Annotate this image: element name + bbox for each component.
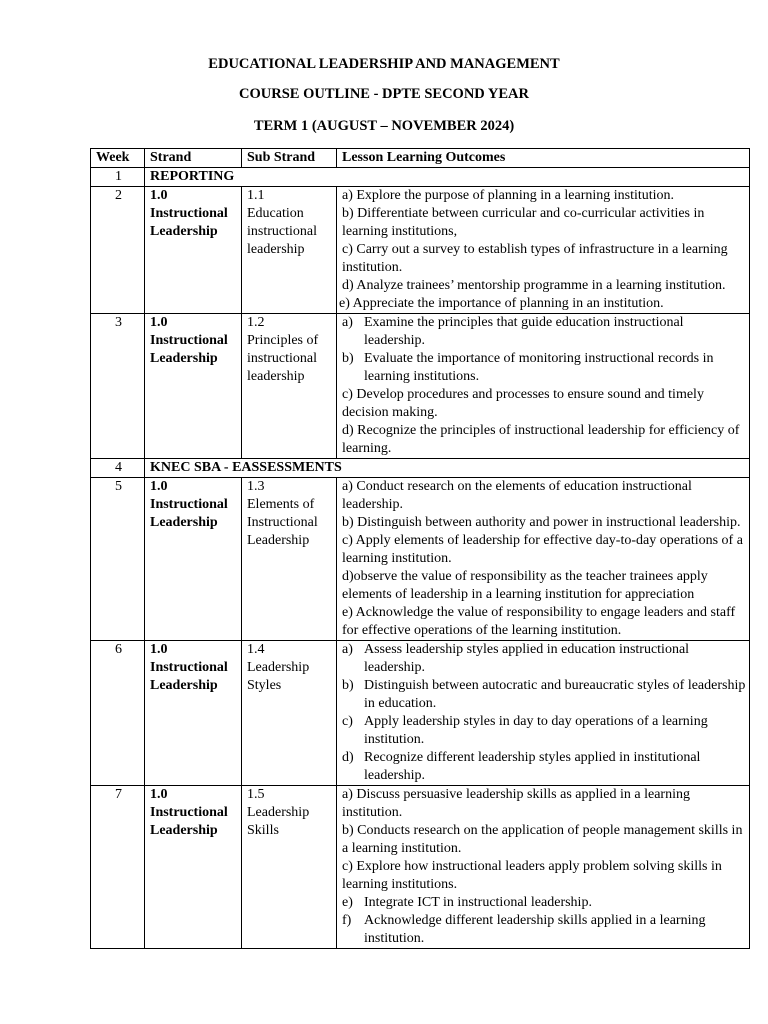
list-marker: f) bbox=[342, 913, 352, 928]
outcome-list-item bbox=[342, 350, 746, 386]
strand-line: Instructional bbox=[150, 497, 228, 512]
outcome-item: e) Acknowledge the value of responsibility to engage leaders and staff for effective operations of the learning institution. bbox=[342, 605, 736, 638]
sub-strand-cell bbox=[242, 314, 337, 459]
week-cell: 2 bbox=[91, 187, 145, 314]
outcome-item: a) Discuss persuasive leadership skills as applied in a learning institution. bbox=[342, 787, 690, 820]
strand-line: Leadership bbox=[150, 351, 218, 366]
outcome-item: d) Analyze trainees’ mentorship programme in a learning institution. bbox=[342, 278, 726, 293]
strand-number: 1.0 bbox=[150, 787, 168, 802]
list-marker: c) bbox=[342, 714, 353, 729]
outcome-item: c) Carry out a survey to establish types of infrastructure in a learning institution. bbox=[342, 242, 728, 275]
table-row-week-6 bbox=[91, 641, 750, 786]
sub-strand-line: leadership bbox=[247, 242, 305, 257]
outcome-item: d) Recognize the principles of instructional leadership for efficiency of learning. bbox=[342, 423, 740, 456]
outcome-text: Examine the principles that guide education instructional leadership. bbox=[364, 315, 684, 348]
list-marker: a) bbox=[342, 315, 353, 330]
week-cell: 6 bbox=[91, 641, 145, 786]
list-marker: b) bbox=[342, 351, 354, 366]
sub-strand-number: 1.3 bbox=[247, 479, 265, 494]
term-heading: TERM 1 (AUGUST – NOVEMBER 2024) bbox=[253, 118, 515, 134]
document-subtitle: COURSE OUTLINE - DPTE SECOND YEAR bbox=[239, 86, 529, 102]
strand-line: Instructional bbox=[150, 206, 228, 221]
table-row-week-4 bbox=[91, 459, 750, 478]
reporting-label: REPORTING bbox=[145, 168, 750, 187]
strand-number: 1.0 bbox=[150, 315, 168, 330]
strand-number: 1.0 bbox=[150, 479, 168, 494]
sub-strand-number: 1.1 bbox=[247, 188, 265, 203]
sub-strand-line: instructional bbox=[247, 351, 317, 366]
list-marker: b) bbox=[342, 678, 354, 693]
outcome-text: Apply leadership styles in day to day operations of a learning institution. bbox=[364, 714, 708, 747]
column-header-sub-strand: Sub Strand bbox=[242, 149, 337, 168]
outcome-item: e) Appreciate the importance of planning in an institution. bbox=[339, 296, 664, 311]
outcome-text: Acknowledge different leadership skills applied in a learning institution. bbox=[364, 913, 706, 946]
strand-line: Leadership bbox=[150, 678, 218, 693]
strand-cell bbox=[145, 641, 242, 786]
outcome-list-item bbox=[342, 894, 746, 912]
outcome-text: Recognize different leadership styles applied in institutional leadership. bbox=[364, 750, 701, 783]
outcomes-cell bbox=[337, 187, 750, 314]
outcome-item: b) Conducts research on the application of people management skills in a learning institution. bbox=[342, 823, 743, 856]
strand-line: Leadership bbox=[150, 823, 218, 838]
strand-line: Instructional bbox=[150, 805, 228, 820]
sub-strand-line: Elements of bbox=[247, 497, 315, 512]
strand-line: Leadership bbox=[150, 515, 218, 530]
outcome-item: d)observe the value of responsibility as the teacher trainees apply elements of leadership in a learning institution for appreciation bbox=[342, 569, 708, 602]
table-row-week-3 bbox=[91, 314, 750, 459]
outcome-item: c) Develop procedures and processes to ensure sound and timely decision making. bbox=[342, 387, 704, 420]
document-title: EDUCATIONAL LEADERSHIP AND MANAGEMENT bbox=[208, 56, 560, 72]
outcomes-cell bbox=[337, 641, 750, 786]
strand-cell bbox=[145, 314, 242, 459]
sub-strand-cell bbox=[242, 641, 337, 786]
week-cell: 3 bbox=[91, 314, 145, 459]
strand-line: Instructional bbox=[150, 660, 228, 675]
strand-number: 1.0 bbox=[150, 642, 168, 657]
outcome-text: Distinguish between autocratic and bureaucratic styles of leadership in education. bbox=[364, 678, 746, 711]
strand-cell bbox=[145, 786, 242, 949]
strand-cell bbox=[145, 478, 242, 641]
column-header-week: Week bbox=[91, 149, 145, 168]
sub-strand-number: 1.2 bbox=[247, 315, 265, 330]
sub-strand-cell bbox=[242, 478, 337, 641]
outcome-list-item bbox=[342, 713, 746, 749]
sub-strand-line: Principles of bbox=[247, 333, 319, 348]
list-marker: d) bbox=[342, 750, 354, 765]
sub-strand-line: leadership bbox=[247, 369, 305, 384]
week-cell: 5 bbox=[91, 478, 145, 641]
strand-cell bbox=[145, 187, 242, 314]
strand-line: Leadership bbox=[150, 224, 218, 239]
strand-number: 1.0 bbox=[150, 188, 168, 203]
table-header-row bbox=[91, 149, 750, 168]
sub-strand-number: 1.5 bbox=[247, 787, 265, 802]
sub-strand-line: Leadership bbox=[247, 805, 310, 820]
week-cell: 4 bbox=[91, 459, 145, 478]
outcome-text: Assess leadership styles applied in education instructional leadership. bbox=[364, 642, 690, 675]
list-marker: a) bbox=[342, 642, 353, 657]
sub-strand-cell bbox=[242, 187, 337, 314]
table-row-week-1 bbox=[91, 168, 750, 187]
week-cell: 1 bbox=[91, 168, 145, 187]
outcomes-cell bbox=[337, 478, 750, 641]
assessment-label: KNEC SBA - EASSESSMENTS bbox=[145, 459, 750, 478]
sub-strand-number: 1.4 bbox=[247, 642, 265, 657]
outcome-text: Integrate ICT in instructional leadership. bbox=[364, 895, 592, 910]
table-row-week-7 bbox=[91, 786, 750, 949]
sub-strand-line: Skills bbox=[247, 823, 279, 838]
outcome-list-item bbox=[342, 641, 746, 677]
outcome-item: c) Explore how instructional leaders apply problem solving skills in learning institutions. bbox=[342, 859, 722, 892]
sub-strand-line: Instructional bbox=[247, 515, 318, 530]
column-header-strand: Strand bbox=[145, 149, 242, 168]
outcome-list-item bbox=[342, 677, 746, 713]
outcome-list-item bbox=[342, 749, 746, 785]
sub-strand-line: Styles bbox=[247, 678, 282, 693]
outcome-list-item bbox=[342, 912, 746, 948]
outcome-item: c) Apply elements of leadership for effective day-to-day operations of a learning institution. bbox=[342, 533, 743, 566]
outcome-list-item bbox=[342, 314, 746, 350]
outcome-item: a) Conduct research on the elements of education instructional leadership. bbox=[342, 479, 692, 512]
outcomes-cell bbox=[337, 786, 750, 949]
sub-strand-cell bbox=[242, 786, 337, 949]
outcome-item: b) Differentiate between curricular and co-curricular activities in learning institutions, bbox=[342, 206, 705, 239]
outcomes-cell bbox=[337, 314, 750, 459]
column-header-outcomes: Lesson Learning Outcomes bbox=[337, 149, 750, 168]
list-marker: e) bbox=[342, 895, 353, 910]
strand-line: Instructional bbox=[150, 333, 228, 348]
outcome-item: a) Explore the purpose of planning in a learning institution. bbox=[342, 188, 675, 203]
sub-strand-line: instructional bbox=[247, 224, 317, 239]
outcome-text: Evaluate the importance of monitoring instructional records in learning institutions. bbox=[364, 351, 714, 384]
table-row-week-5 bbox=[91, 478, 750, 641]
course-outline-table bbox=[90, 148, 750, 949]
table-row-week-2 bbox=[91, 187, 750, 314]
sub-strand-line: Leadership bbox=[247, 660, 310, 675]
sub-strand-line: Leadership bbox=[247, 533, 310, 548]
week-cell: 7 bbox=[91, 786, 145, 949]
outcome-item: b) Distinguish between authority and power in instructional leadership. bbox=[342, 515, 741, 530]
sub-strand-line: Education bbox=[247, 206, 304, 221]
